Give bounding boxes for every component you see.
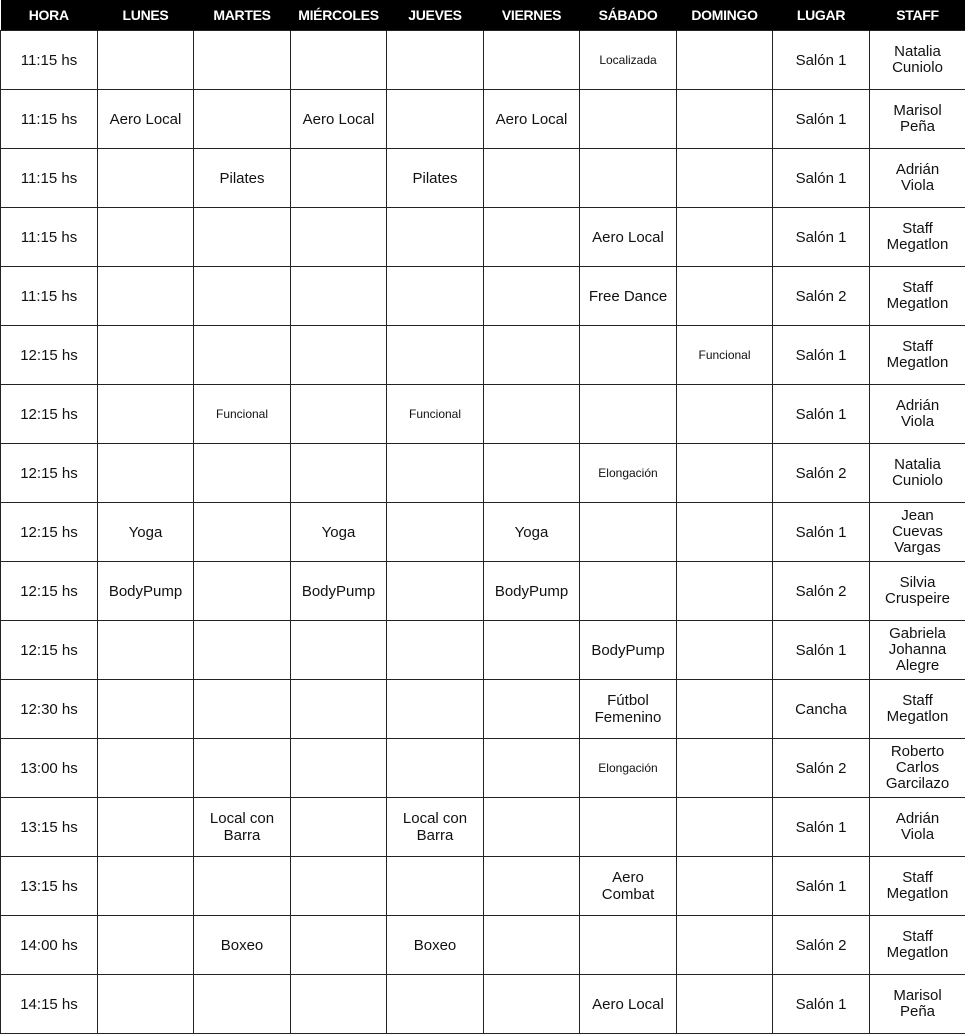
class-cell-sabado: BodyPump [580, 621, 677, 680]
class-cell-viernes [484, 798, 580, 857]
lugar-cell: Salón 2 [773, 444, 870, 503]
class-cell-viernes [484, 208, 580, 267]
staff-cell: Staff Megatlon [870, 267, 965, 326]
class-cell-domingo [677, 444, 773, 503]
class-cell-sabado: Aero Local [580, 975, 677, 1034]
column-header-jueves: JUEVES [387, 0, 484, 31]
class-cell-jueves [387, 975, 484, 1034]
class-cell-domingo [677, 621, 773, 680]
class-cell-martes [194, 503, 291, 562]
hora-cell: 14:15 hs [1, 975, 98, 1034]
hora-cell: 12:15 hs [1, 444, 98, 503]
class-cell-miercoles [291, 444, 387, 503]
staff-cell: Adrián Viola [870, 385, 965, 444]
header-row [1, 0, 965, 31]
column-header-viernes: VIERNES [484, 0, 580, 31]
class-cell-viernes [484, 857, 580, 916]
class-cell-viernes: BodyPump [484, 562, 580, 621]
class-cell-miercoles [291, 31, 387, 90]
class-cell-martes [194, 90, 291, 149]
class-cell-martes [194, 562, 291, 621]
class-cell-miercoles [291, 385, 387, 444]
class-cell-viernes [484, 385, 580, 444]
schedule-body [1, 31, 965, 1034]
hora-cell: 12:15 hs [1, 326, 98, 385]
class-cell-miercoles [291, 208, 387, 267]
table-row [1, 621, 965, 680]
class-cell-lunes [98, 621, 194, 680]
lugar-cell: Salón 1 [773, 326, 870, 385]
table-row [1, 149, 965, 208]
class-cell-jueves [387, 739, 484, 798]
class-cell-viernes [484, 149, 580, 208]
staff-cell: Staff Megatlon [870, 208, 965, 267]
class-cell-jueves [387, 857, 484, 916]
column-header-domingo: DOMINGO [677, 0, 773, 31]
class-cell-domingo [677, 208, 773, 267]
class-cell-jueves [387, 208, 484, 267]
staff-cell: Staff Megatlon [870, 680, 965, 739]
class-cell-lunes: BodyPump [98, 562, 194, 621]
lugar-cell: Salón 2 [773, 739, 870, 798]
table-row [1, 385, 965, 444]
class-cell-miercoles [291, 267, 387, 326]
class-cell-domingo [677, 31, 773, 90]
class-cell-miercoles [291, 739, 387, 798]
class-cell-martes: Pilates [194, 149, 291, 208]
class-cell-jueves [387, 503, 484, 562]
table-row [1, 916, 965, 975]
class-cell-miercoles: Yoga [291, 503, 387, 562]
class-cell-jueves [387, 621, 484, 680]
lugar-cell: Salón 2 [773, 267, 870, 326]
staff-cell: Silvia Cruspeire [870, 562, 965, 621]
class-cell-miercoles [291, 149, 387, 208]
lugar-cell: Salón 1 [773, 208, 870, 267]
lugar-cell: Salón 1 [773, 975, 870, 1034]
lugar-cell: Salón 1 [773, 857, 870, 916]
class-cell-sabado [580, 916, 677, 975]
class-cell-jueves [387, 267, 484, 326]
class-cell-jueves: Pilates [387, 149, 484, 208]
table-row [1, 562, 965, 621]
class-cell-jueves [387, 562, 484, 621]
class-cell-sabado: Aero Local [580, 208, 677, 267]
class-cell-martes [194, 739, 291, 798]
class-cell-miercoles [291, 680, 387, 739]
class-cell-miercoles: Aero Local [291, 90, 387, 149]
staff-cell: Jean Cuevas Vargas [870, 503, 965, 562]
class-cell-domingo [677, 739, 773, 798]
table-row [1, 444, 965, 503]
class-cell-sabado [580, 90, 677, 149]
class-cell-jueves [387, 31, 484, 90]
class-cell-jueves: Local con Barra [387, 798, 484, 857]
lugar-cell: Salón 1 [773, 31, 870, 90]
class-cell-miercoles [291, 975, 387, 1034]
class-cell-martes [194, 857, 291, 916]
class-cell-jueves: Boxeo [387, 916, 484, 975]
staff-cell: Natalia Cuniolo [870, 31, 965, 90]
staff-cell: Staff Megatlon [870, 326, 965, 385]
class-cell-lunes [98, 31, 194, 90]
class-cell-lunes: Aero Local [98, 90, 194, 149]
lugar-cell: Salón 1 [773, 149, 870, 208]
class-cell-miercoles [291, 857, 387, 916]
class-cell-martes [194, 680, 291, 739]
class-cell-martes [194, 31, 291, 90]
staff-cell: Adrián Viola [870, 798, 965, 857]
class-cell-domingo [677, 149, 773, 208]
class-cell-martes [194, 267, 291, 326]
lugar-cell: Salón 1 [773, 503, 870, 562]
class-cell-lunes: Yoga [98, 503, 194, 562]
hora-cell: 11:15 hs [1, 90, 98, 149]
class-cell-martes: Local con Barra [194, 798, 291, 857]
staff-cell: Adrián Viola [870, 149, 965, 208]
column-header-sabado: SÁBADO [580, 0, 677, 31]
class-cell-viernes [484, 975, 580, 1034]
class-cell-sabado [580, 385, 677, 444]
hora-cell: 12:15 hs [1, 385, 98, 444]
hora-cell: 12:15 hs [1, 562, 98, 621]
class-cell-lunes [98, 326, 194, 385]
class-cell-viernes: Aero Local [484, 90, 580, 149]
table-row [1, 503, 965, 562]
table-row [1, 208, 965, 267]
staff-cell: Staff Megatlon [870, 857, 965, 916]
class-cell-viernes [484, 621, 580, 680]
lugar-cell: Salón 2 [773, 916, 870, 975]
staff-cell: Natalia Cuniolo [870, 444, 965, 503]
lugar-cell: Salón 2 [773, 562, 870, 621]
class-cell-sabado [580, 326, 677, 385]
lugar-cell: Salón 1 [773, 90, 870, 149]
column-header-hora: HORA [1, 0, 98, 31]
class-cell-viernes [484, 680, 580, 739]
class-cell-martes [194, 326, 291, 385]
class-cell-sabado: Elongación [580, 739, 677, 798]
class-cell-domingo [677, 916, 773, 975]
class-cell-lunes [98, 857, 194, 916]
table-row [1, 857, 965, 916]
hora-cell: 14:00 hs [1, 916, 98, 975]
class-cell-martes [194, 621, 291, 680]
class-cell-domingo [677, 857, 773, 916]
column-header-lunes: LUNES [98, 0, 194, 31]
class-cell-martes: Boxeo [194, 916, 291, 975]
class-cell-lunes [98, 385, 194, 444]
class-cell-sabado: Elongación [580, 444, 677, 503]
class-cell-miercoles [291, 326, 387, 385]
class-cell-lunes [98, 975, 194, 1034]
hora-cell: 11:15 hs [1, 267, 98, 326]
class-cell-sabado: Aero Combat [580, 857, 677, 916]
table-row [1, 31, 965, 90]
class-cell-lunes [98, 680, 194, 739]
class-cell-jueves [387, 680, 484, 739]
table-row [1, 90, 965, 149]
column-header-miercoles: MIÉRCOLES [291, 0, 387, 31]
hora-cell: 11:15 hs [1, 31, 98, 90]
hora-cell: 13:00 hs [1, 739, 98, 798]
class-cell-miercoles [291, 798, 387, 857]
lugar-cell: Salón 1 [773, 798, 870, 857]
class-cell-lunes [98, 208, 194, 267]
hora-cell: 11:15 hs [1, 149, 98, 208]
class-cell-sabado [580, 149, 677, 208]
hora-cell: 12:15 hs [1, 503, 98, 562]
class-cell-jueves [387, 90, 484, 149]
class-cell-domingo: Funcional [677, 326, 773, 385]
class-cell-sabado [580, 562, 677, 621]
class-cell-viernes [484, 267, 580, 326]
staff-cell: Roberto Carlos Garcilazo [870, 739, 965, 798]
staff-cell: Staff Megatlon [870, 916, 965, 975]
class-cell-lunes [98, 267, 194, 326]
staff-cell: Marisol Peña [870, 90, 965, 149]
lugar-cell: Salón 1 [773, 385, 870, 444]
class-cell-jueves [387, 326, 484, 385]
hora-cell: 12:30 hs [1, 680, 98, 739]
class-cell-viernes: Yoga [484, 503, 580, 562]
class-cell-domingo [677, 680, 773, 739]
class-cell-lunes [98, 739, 194, 798]
class-cell-miercoles: BodyPump [291, 562, 387, 621]
class-cell-viernes [484, 326, 580, 385]
class-cell-domingo [677, 267, 773, 326]
class-cell-domingo [677, 975, 773, 1034]
table-row [1, 326, 965, 385]
class-cell-miercoles [291, 621, 387, 680]
table-row [1, 267, 965, 326]
class-cell-domingo [677, 562, 773, 621]
lugar-cell: Salón 1 [773, 621, 870, 680]
class-cell-lunes [98, 916, 194, 975]
class-cell-sabado [580, 503, 677, 562]
table-row [1, 680, 965, 739]
class-cell-martes [194, 975, 291, 1034]
class-cell-sabado [580, 798, 677, 857]
class-cell-martes: Funcional [194, 385, 291, 444]
column-header-staff: STAFF [870, 0, 965, 31]
hora-cell: 13:15 hs [1, 857, 98, 916]
lugar-cell: Cancha [773, 680, 870, 739]
hora-cell: 13:15 hs [1, 798, 98, 857]
column-header-martes: MARTES [194, 0, 291, 31]
class-cell-miercoles [291, 916, 387, 975]
class-cell-domingo [677, 798, 773, 857]
class-cell-lunes [98, 798, 194, 857]
class-cell-jueves: Funcional [387, 385, 484, 444]
class-cell-viernes [484, 916, 580, 975]
class-cell-sabado: Fútbol Femenino [580, 680, 677, 739]
column-header-lugar: LUGAR [773, 0, 870, 31]
class-cell-jueves [387, 444, 484, 503]
class-cell-viernes [484, 31, 580, 90]
class-cell-domingo [677, 385, 773, 444]
table-row [1, 975, 965, 1034]
class-cell-sabado: Free Dance [580, 267, 677, 326]
staff-cell: Gabriela Johanna Alegre [870, 621, 965, 680]
hora-cell: 11:15 hs [1, 208, 98, 267]
class-cell-sabado: Localizada [580, 31, 677, 90]
staff-cell: Marisol Peña [870, 975, 965, 1034]
table-row [1, 739, 965, 798]
class-cell-lunes [98, 149, 194, 208]
class-cell-domingo [677, 503, 773, 562]
class-cell-domingo [677, 90, 773, 149]
class-cell-martes [194, 444, 291, 503]
class-cell-martes [194, 208, 291, 267]
hora-cell: 12:15 hs [1, 621, 98, 680]
class-cell-viernes [484, 739, 580, 798]
table-row [1, 798, 965, 857]
class-cell-viernes [484, 444, 580, 503]
class-cell-lunes [98, 444, 194, 503]
